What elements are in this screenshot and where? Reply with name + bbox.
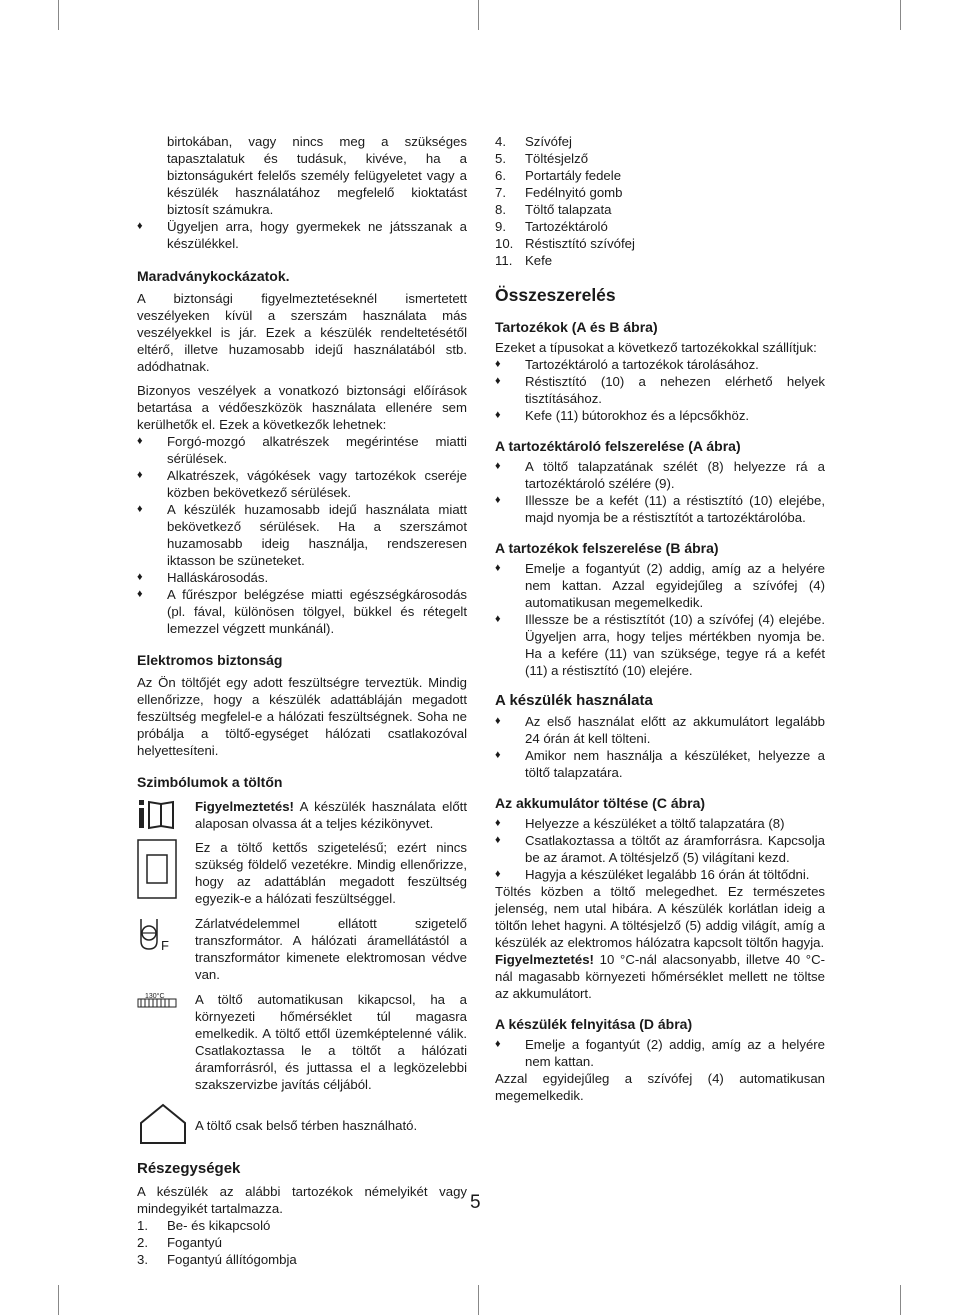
crop-mark xyxy=(478,0,479,30)
warning-label: Figyelmeztetés! xyxy=(195,799,294,814)
list-item: 11. Kefe xyxy=(495,253,553,268)
bullet-icon: ♦ xyxy=(495,868,501,880)
bullet-icon: ♦ xyxy=(495,375,501,387)
symbol-text: A töltő automatikusan kikapcsol, ha a környezeti hőmérséklet túl magasra emelkedik. A töltő ettől üzemképtelenné válik. Csatlakoztassa le a töltőt a hálózati áramforrásról, és juttassa el a legközelebbi szakszervizbe javítás céljából. xyxy=(195,992,467,1092)
left-column xyxy=(137,133,467,1268)
crop-mark xyxy=(478,1285,479,1315)
bullet-icon: ♦ xyxy=(495,1038,501,1050)
paragraph: Ezeket a típusokat a következő tartozékokkal szállítjuk: xyxy=(495,340,817,355)
bullet-icon: ♦ xyxy=(137,571,143,583)
bullet-icon: ♦ xyxy=(495,562,501,574)
bullet-icon: ♦ xyxy=(495,494,501,506)
list-item: ♦ Csatlakoztassa a töltőt az áramforrásra. Kapcsolja be az áramot. A töltésjelző (5) világítani kezd. xyxy=(495,833,825,865)
section-heading: A tartozéktároló felszerelése (A ábra) xyxy=(495,438,741,454)
intro-text: birtokában, vagy nincs meg a szükséges tapasztalatuk és tudásuk, kivéve, ha a biztonságukért felelős személy felügyeletet vagy a készülék használatához megfelelő kioktatást biztosít számukra. xyxy=(167,134,467,217)
paragraph: A készülék az alábbi tartozékok némelyikét vagy mindegyikét tartalmazza. xyxy=(137,1184,467,1216)
list-item: ♦ Amikor nem használja a készüléket, helyezze a töltő talapzatára. xyxy=(495,748,825,780)
section-heading: A tartozékok felszerelése (B ábra) xyxy=(495,540,719,556)
bullet-icon: ♦ xyxy=(495,409,501,421)
right-column xyxy=(495,133,825,1104)
section-heading: Elektromos biztonság xyxy=(137,652,283,668)
bullet-icon: ♦ xyxy=(137,503,143,515)
list-item: 7. Fedélnyitó gomb xyxy=(495,185,623,200)
bullet-icon: ♦ xyxy=(495,715,501,727)
read-manual-icon xyxy=(137,798,195,836)
bullet-icon: ♦ xyxy=(495,358,501,370)
list-item: 8. Töltő talapzata xyxy=(495,202,612,217)
symbol-text: A töltő csak belső térben használható. xyxy=(195,1118,418,1133)
thermal-cutout-icon xyxy=(137,991,195,1093)
safety-transformer-icon xyxy=(137,915,195,983)
list-item: 5. Töltésjelző xyxy=(495,151,589,166)
list-item: 9. Tartozéktároló xyxy=(495,219,608,234)
symbol-text: Ez a töltő kettős szigetelésű; ezért nincs szükség földelő vezetékre. Mindig ellenőrizze, hogy az adattáblán megadott feszültség egyezik-e a hálózati feszültséggel. xyxy=(195,840,467,906)
section-heading: Tartozékok (A és B ábra) xyxy=(495,319,658,335)
crop-mark xyxy=(900,1285,901,1315)
symbol-row xyxy=(137,1103,467,1149)
bullet-icon: ♦ xyxy=(137,220,143,232)
list-item: ♦ Alkatrészek, vágókések vagy tartozékok cseréje közben bekövetkező sérülések. xyxy=(137,468,467,500)
indoor-use-icon xyxy=(137,1103,195,1149)
temp-label: 130°C xyxy=(145,993,165,1000)
paragraph: Töltés közben a töltő melegedhet. Ez természetes jelenség, nem utal hibára. A készülék korlátlan ideig a töltőn lehet hagyni. A töltésjelző (5) addig világít, amíg a készülék az elektromos hálózatra kapcsolt töltőn hagyja. xyxy=(495,884,825,950)
bullet-icon: ♦ xyxy=(495,817,501,829)
list-item: 6. Portartály fedele xyxy=(495,168,622,183)
list-item: ♦ Emelje a fogantyút (2) addig, amíg az a helyére nem kattan. Azzal egyidejűleg a szívófej (4) automatikusan megemelkedik. xyxy=(495,561,825,610)
list-item: 10. Réstisztító szívófej xyxy=(495,236,635,251)
list-item: ♦ Ügyeljen arra, hogy gyermekek ne játsszanak a készülékkel. xyxy=(137,219,467,251)
symbol-row: Figyelmeztetés! A készülék használata előtt alaposan olvassa át a teljes kézikönyvet. xyxy=(137,798,467,836)
crop-mark xyxy=(900,0,901,30)
section-heading: Összeszerelés xyxy=(495,285,616,305)
page-number: 5 xyxy=(470,1192,481,1213)
list-item: ♦ A fűrészpor belégzése miatti egészségkárosodás (pl. fával, különösen tölgyel, bükkel és rétegelt lemezzel végzett munkánál). xyxy=(137,587,467,636)
symbol-row xyxy=(137,915,467,983)
list-item: ♦ Tartozéktároló a tartozékok tárolásához. xyxy=(495,357,759,372)
list-item: ♦ Emelje a fogantyút (2) addig, amíg az a helyére nem kattan. xyxy=(495,1037,825,1069)
section-heading: Részegységek xyxy=(137,1160,241,1177)
warning-label: Figyelmeztetés! xyxy=(495,952,594,967)
section-heading: Az akkumulátor töltése (C ábra) xyxy=(495,795,706,811)
bullet-icon: ♦ xyxy=(495,613,501,625)
symbol-row xyxy=(137,839,467,907)
list-item: ♦ Forgó-mozgó alkatrészek megérintése miatti sérülések. xyxy=(137,434,467,466)
list-item: ♦ Az első használat előtt az akkumulátort legalább 24 órán át kell tölteni. xyxy=(495,714,825,746)
list-item: ♦ Réstisztító (10) a nehezen elérhető helyek tisztításához. xyxy=(495,374,825,406)
paragraph: Azzal egyidejűleg a szívófej (4) automatikusan megemelkedik. xyxy=(495,1071,825,1103)
list-item: 4. Szívófej xyxy=(495,134,572,149)
list-item: ♦ A készülék huzamosabb idejű használata miatt bekövetkező sérülések. Ha a szerszámot huzamosabb ideig használja, rendszeresen iktasson be szüneteket. xyxy=(137,502,467,568)
list-item: ♦ Helyezze a készüléket a töltő talapzatára (8) xyxy=(495,816,785,831)
bullet-icon: ♦ xyxy=(495,460,501,472)
list-item: ♦ Hagyja a készüléket legalább 16 órán át töltődni. xyxy=(495,867,810,882)
list-item: ♦ Kefe (11) bútorokhoz és a lépcsőkhöz. xyxy=(495,408,750,423)
bullet-icon: ♦ xyxy=(495,834,501,846)
bullet-icon: ♦ xyxy=(495,749,501,761)
crop-mark xyxy=(58,1285,59,1315)
symbol-row xyxy=(137,991,467,1093)
bullet-icon: ♦ xyxy=(137,435,143,447)
paragraph: Az Ön töltőjét egy adott feszültségre terveztük. Mindig ellenőrizze, hogy a készülék adattábláján megadott feszültség megfelel-e a hálózati feszültségnek. Soha ne próbálja a töltő-egységet hálózati csatlakozóval helyettesíteni. xyxy=(137,675,467,758)
symbol-text: Zárlatvédelemmel ellátott szigetelő transzformátor. A hálózati áramellátástól a transzformátor kimenete elektromosan védve van. xyxy=(195,916,467,982)
list-item: ♦ Halláskárosodás. xyxy=(137,570,269,585)
paragraph: Figyelmeztetés! 10 °C-nál alacsonyabb, illetve 40 °C-nál magasabb környezeti hőmérséklet mellett ne töltse az akkumulátort. xyxy=(495,952,825,1001)
paragraph: A biztonsági figyelmeztetéseknél ismertetett veszélyeken kívül a szerszám használata más veszélyekkel is jár. Ezek a készülék rendeltetésétől eltérő, illetve huzamosabb idejű használatából stb. adódhatnak. xyxy=(137,291,467,374)
bullet-icon: ♦ xyxy=(137,588,143,600)
list-item: 2. Fogantyú xyxy=(137,1235,222,1250)
list-item: 1. Be- és kikapcsoló xyxy=(137,1218,271,1233)
crop-mark xyxy=(58,0,59,30)
paragraph: Bizonyos veszélyek a vonatkozó biztonsági előírások betartása a védőeszközök használata ellenére sem kerülhetők el. Ezek a következők lehetnek: xyxy=(137,383,467,432)
section-heading: A készülék felnyitása (D ábra) xyxy=(495,1016,693,1032)
transformer-f-label: F xyxy=(161,938,169,953)
double-insulation-icon xyxy=(137,839,195,907)
list-item: ♦ A töltő talapzatának szélét (8) helyezze rá a tartozéktároló szélére (9). xyxy=(495,459,825,491)
list-item: ♦ Illessze be a kefét (11) a réstisztító (10) elejébe, majd nyomja be a réstisztítót a tartozéktárolóba. xyxy=(495,493,825,525)
section-heading: Maradványkockázatok. xyxy=(137,268,290,284)
list-item: ♦ Illessze be a réstisztítót (10) a szívófej (4) elejébe. Ügyeljen arra, hogy teljes mértékben nyomja be. Ha a kefére (11) van szüksége, tegye rá a kefét (11) a réstisztító (10) elejére. xyxy=(495,612,825,678)
bullet-icon: ♦ xyxy=(137,469,143,481)
list-item: 3. Fogantyú állítógombja xyxy=(137,1252,297,1267)
section-heading: A készülék használata xyxy=(495,692,653,709)
section-heading: Szimbólumok a töltőn xyxy=(137,774,283,790)
